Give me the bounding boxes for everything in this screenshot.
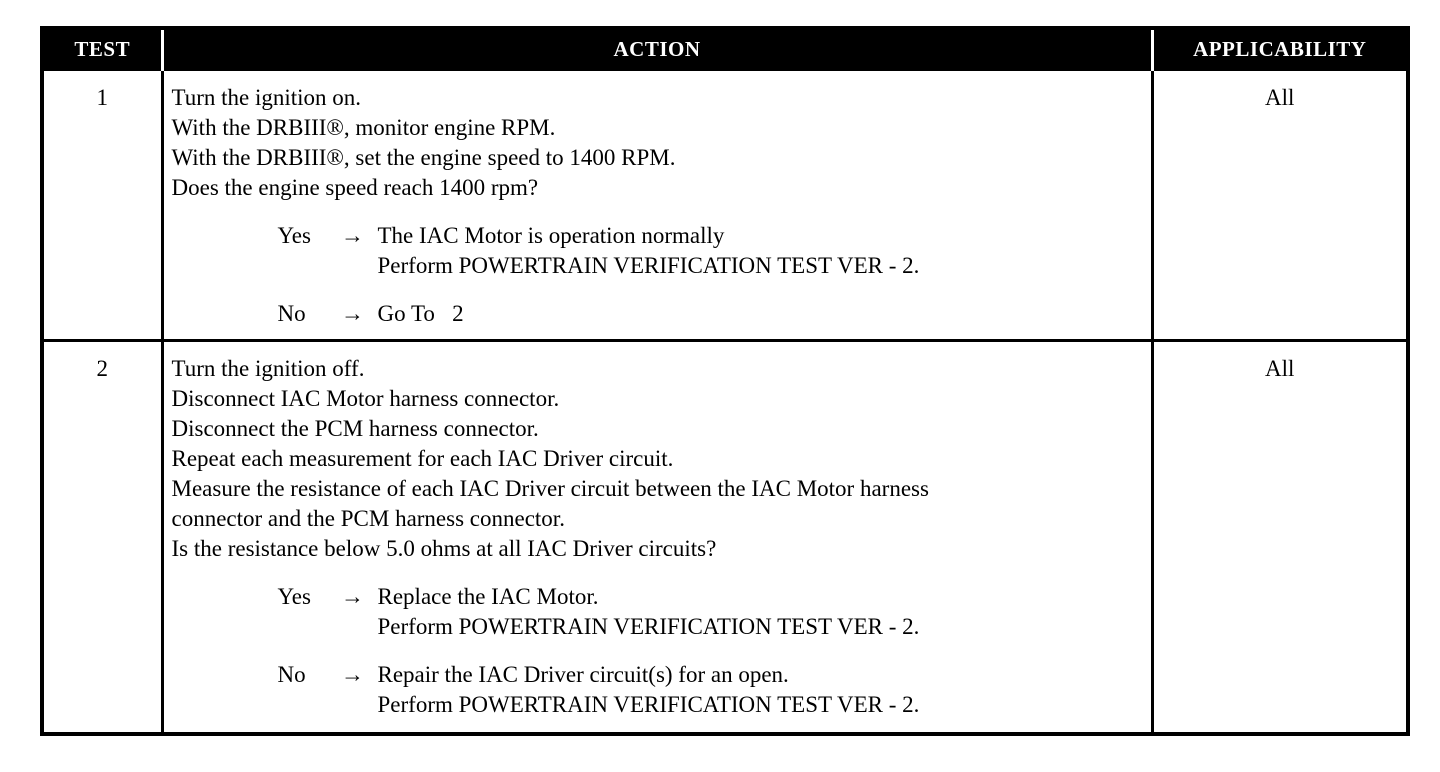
outcome-line: The IAC Motor is operation normally [377,223,725,248]
outcome-line: Repair the IAC Driver circuit(s) for an open. [377,662,789,687]
outcome-line: Perform POWERTRAIN VERIFICATION TEST VER - 2. [377,253,920,278]
table-row [42,70,1408,341]
outcome-line: Go To 2 [377,301,464,326]
action-step: Disconnect the PCM harness connector. [171,416,539,441]
action-step: Is the resistance below 5.0 ohms at all IAC Driver circuits? [171,536,717,561]
outcome-line: Replace the IAC Motor. [377,584,599,609]
applicability-value: All [1152,70,1408,341]
arrow-right-icon: → [341,662,364,687]
outcome-result [378,582,1143,642]
action-step: Turn the ignition on. [171,85,362,110]
diagnostic-test-table [40,26,1410,736]
action-step: connector and the PCM harness connector. [171,506,565,531]
test-number: 1 [42,70,162,341]
header-action: ACTION [162,28,1152,70]
action-steps [172,354,1143,564]
outcome-yes [278,582,1143,642]
action-step: Turn the ignition off. [171,356,365,381]
arrow-right-icon: → [341,584,364,609]
action-step: With the DRBIII®, set the engine speed to 1400 RPM. [171,145,676,170]
header-applicability: APPLICABILITY [1152,28,1408,70]
table-row [42,341,1408,735]
outcome-result [378,660,1143,720]
arrow-right-icon: → [341,301,364,326]
outcome-answer: Yes [277,584,311,609]
action-step: Repeat each measurement for each IAC Driver circuit. [171,446,674,471]
outcome-answer: No [277,301,306,326]
outcome-no [278,660,1143,720]
outcome-answer: No [277,662,306,687]
outcome-answer: Yes [277,223,311,248]
action-step: With the DRBIII®, monitor engine RPM. [171,115,556,140]
action-step: Disconnect IAC Motor harness connector. [171,386,560,411]
outcome-yes [278,221,1143,281]
action-cell [162,341,1152,735]
outcome-result [378,299,1143,329]
header-test: TEST [42,28,162,70]
arrow-right-icon: → [341,223,364,248]
action-step: Measure the resistance of each IAC Driver circuit between the IAC Motor harness [171,476,929,501]
table-header-row [42,28,1408,70]
test-number: 2 [42,341,162,735]
outcome-line: Perform POWERTRAIN VERIFICATION TEST VER - 2. [377,692,920,717]
outcome-result [378,221,1143,281]
outcome-line: Perform POWERTRAIN VERIFICATION TEST VER - 2. [377,614,920,639]
action-steps [172,83,1143,203]
outcome-no [278,299,1143,329]
applicability-value: All [1152,341,1408,735]
action-step: Does the engine speed reach 1400 rpm? [171,175,539,200]
action-cell [162,70,1152,341]
